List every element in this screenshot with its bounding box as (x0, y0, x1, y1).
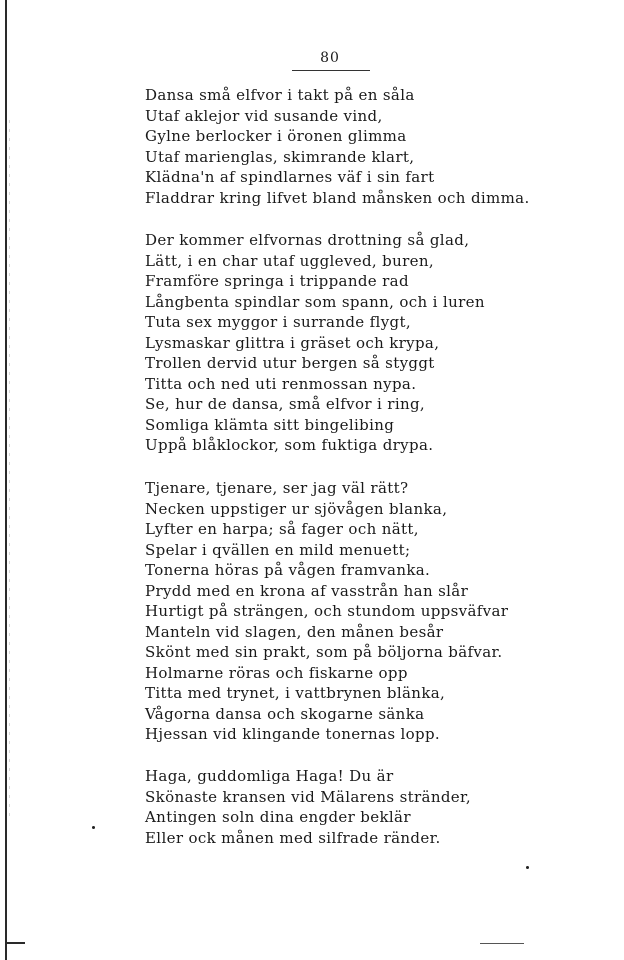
page-number: 80 (320, 50, 340, 66)
poem-line: Tonerna höras på vågen framvanka. (145, 561, 431, 579)
poem-line: Uppå blåklockor, som fuktiga drypa. (145, 436, 434, 454)
poem-line: Spelar i qvällen en mild menuett; (145, 540, 411, 559)
poem-line: Lysmaskar glittra i gräset och krypa, (145, 333, 440, 352)
poem-line: Skönt med sin prakt, som på böljorna bäfvar. (145, 643, 503, 661)
poem-line: Necken uppstiger ur sjövågen blanka, (145, 499, 448, 518)
poem-line: Lätt, i en char utaf uggleved, buren, (145, 251, 434, 270)
page-number-rule (292, 70, 370, 71)
poem-line: Se, hur de dansa, små elfvor i ring, (145, 395, 426, 413)
poem-line: Långbenta spindlar som spann, och i luren (145, 292, 485, 311)
ink-speck (92, 826, 95, 829)
poem-line: Lyfter en harpa; så fager och nätt, (145, 520, 419, 538)
poem-line: Utaf marienglas, skimrande klart, (145, 147, 415, 166)
poem-line: Manteln vid slagen, den månen besår (145, 622, 444, 641)
poem-line: Holmarne röras och fiskarne opp (145, 663, 408, 682)
poem-line: Utaf aklejor vid susande vind, (145, 106, 383, 125)
poem-line: Klädna'n af spindlarnes väf i sin fart (145, 168, 435, 186)
poem-line: Gylne berlocker i öronen glimma (145, 127, 407, 145)
poem-line: Titta med trynet, i vattbrynen blänka, (145, 684, 446, 702)
poem-line: Hjessan vid klingande tonernas lopp. (145, 725, 441, 743)
poem-line: Dansa små elfvor i takt på en såla (145, 86, 415, 104)
stanza-3 (145, 478, 508, 745)
page-left-edge (5, 0, 7, 960)
poem-line: Fladdrar kring lifvet bland månsken och dimma. (145, 188, 530, 207)
poem-line: Framföre springa i trippande rad (145, 272, 409, 290)
poem-line: Der kommer elfvornas drottning så glad, (145, 231, 470, 249)
poem-line: Hurtigt på strängen, och stundom uppsväfvar (145, 602, 509, 620)
poem-line: Prydd med en krona af vasstrån han slår (145, 581, 469, 600)
page-edge-texture (9, 120, 10, 820)
poem-line: Titta och ned uti renmossan nypa. (145, 374, 417, 393)
page-bottom-mark (480, 943, 524, 944)
poem-line: Vågorna dansa och skogarne sänka (145, 704, 425, 723)
poem-line: Antingen soln dina engder beklär (145, 808, 411, 826)
poem-line: Tjenare, tjenare, ser jag väl rätt? (145, 479, 409, 497)
poem-line: Skönaste kransen vid Mälarens stränder, (145, 787, 472, 806)
poem-line: Haga, guddomliga Haga! Du är (145, 767, 394, 785)
page-corner-mark (5, 942, 25, 944)
poem-line: Tuta sex myggor i surrande flygt, (145, 313, 411, 331)
poem-line: Trollen dervid utur bergen så styggt (145, 354, 435, 372)
stanza-2 (145, 230, 485, 456)
ink-speck (526, 866, 529, 869)
stanza-1 (145, 85, 530, 208)
poem-line: Eller ock månen med silfrade ränder. (145, 828, 441, 847)
poem-line: Somliga klämta sitt bingelibing (145, 415, 395, 434)
stanza-4 (145, 766, 471, 848)
